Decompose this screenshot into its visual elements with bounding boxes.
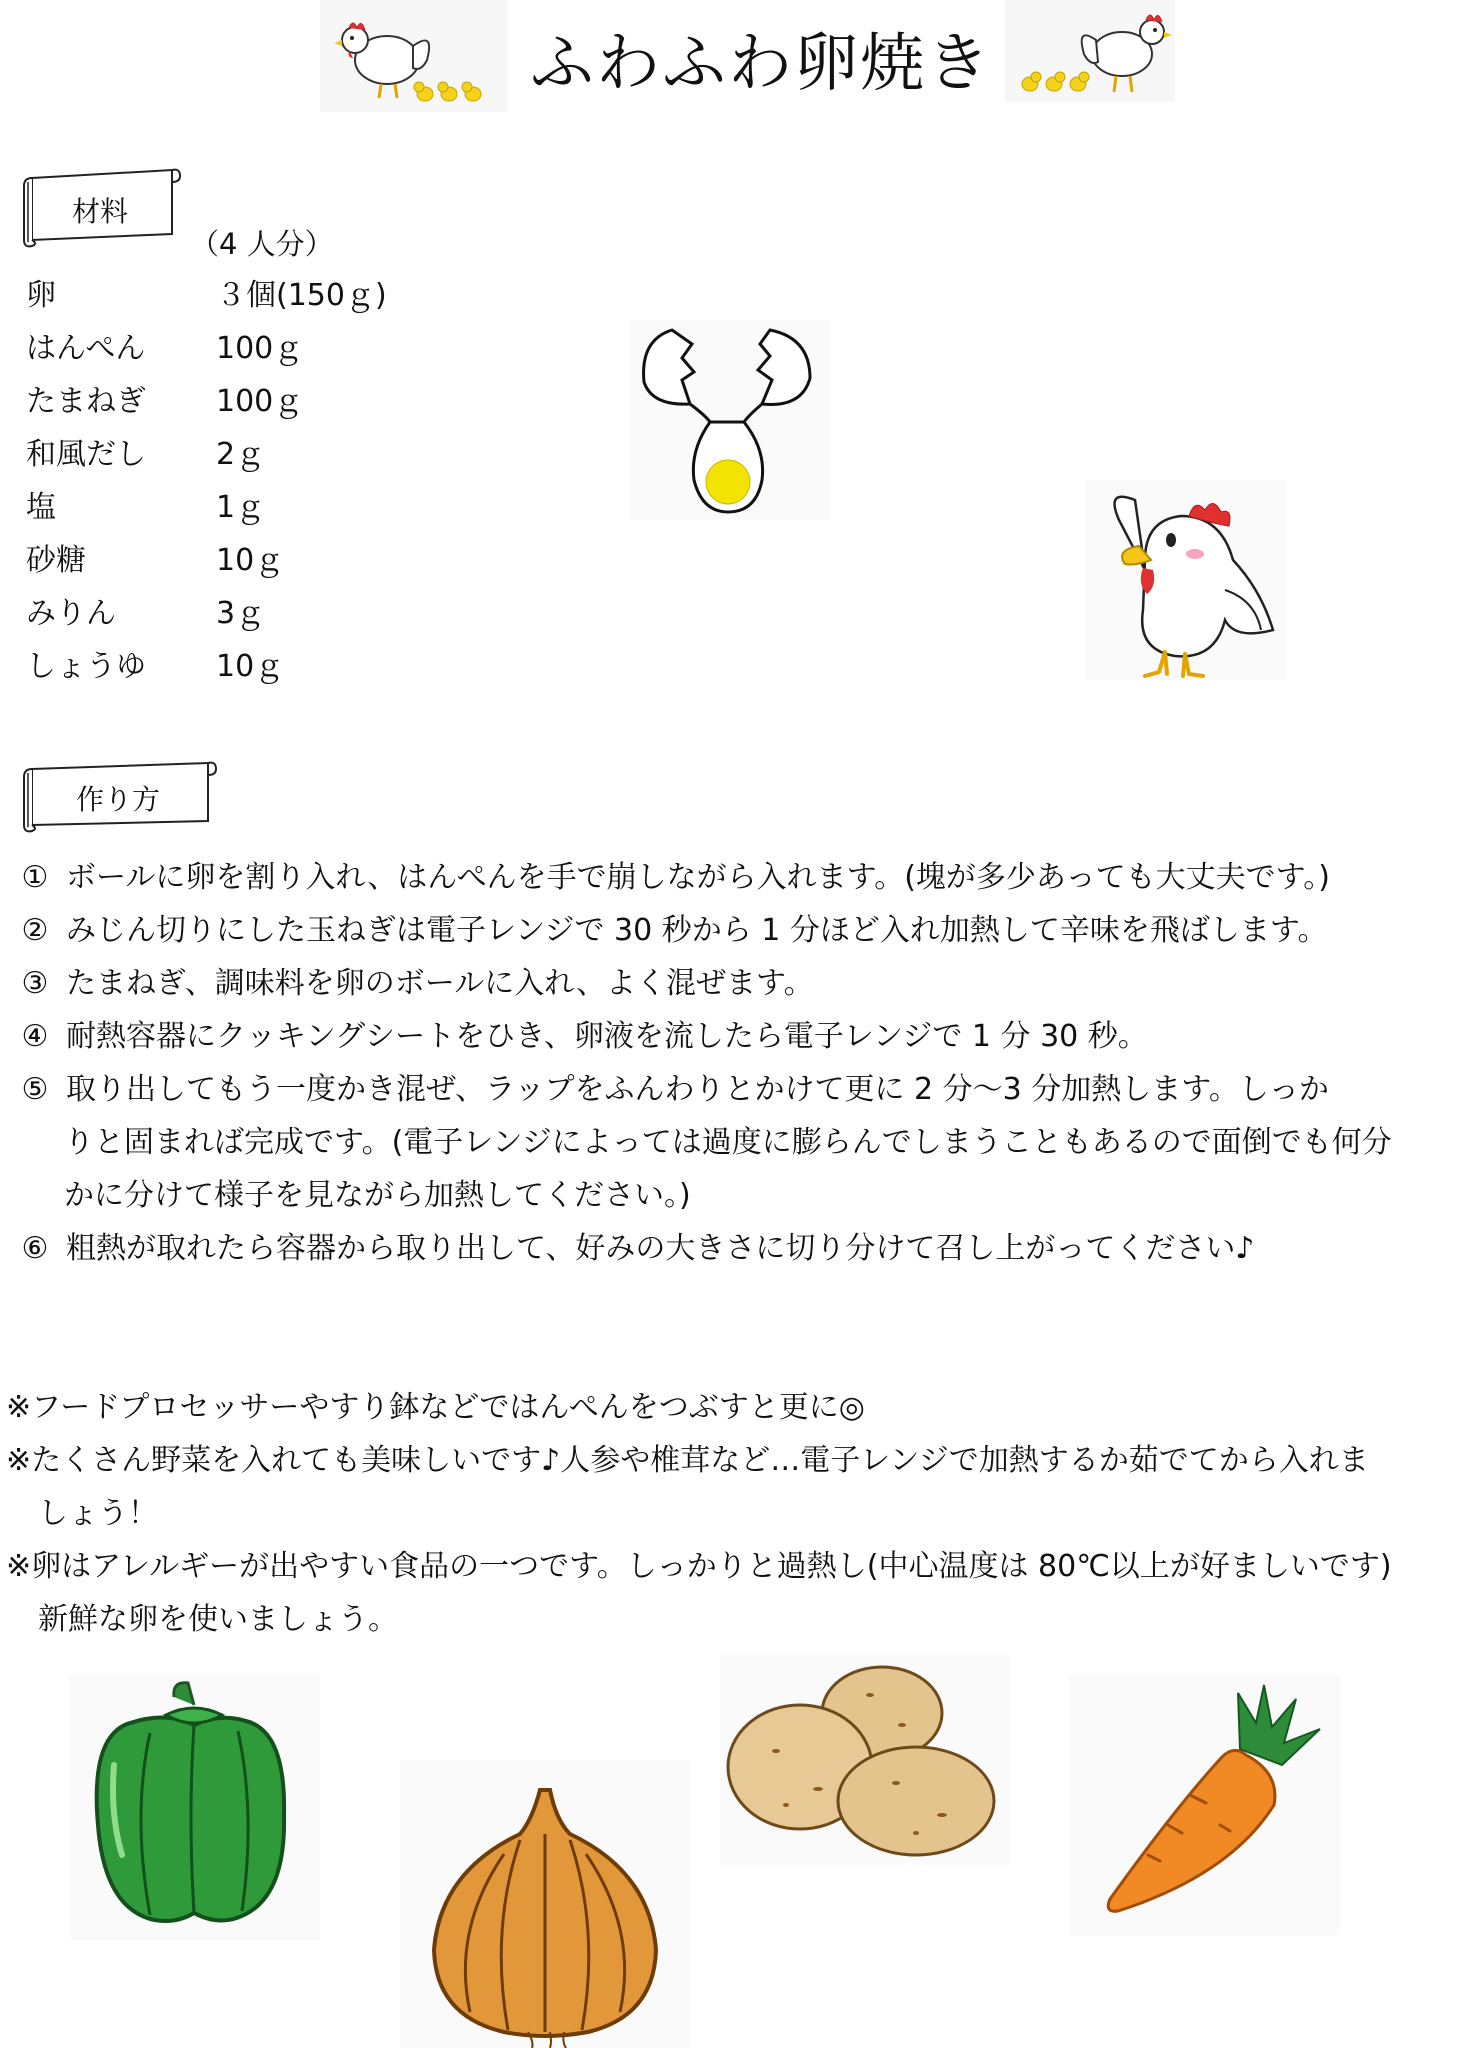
hen-with-chicks-icon xyxy=(325,10,505,110)
step-number: ④ xyxy=(21,1019,49,1054)
ingredient-row xyxy=(26,482,265,526)
step-item xyxy=(10,905,1328,949)
green-pepper-icon xyxy=(70,1675,320,1940)
chicken-icon xyxy=(1085,480,1285,680)
note-item: ※たくさん野菜を入れても美味しいです♪人参や椎茸など…電子レンジで加熱するか茹でてから入れま xyxy=(6,1443,1369,1478)
step-text: 粗熱が取れたら容器から取り出して、好みの大きさに切り分けて召し上がってください♪ xyxy=(66,1231,1255,1266)
step-text-continued: りと固まれば完成です。(電子レンジによっては過度に膨らんでしまうこともあるので面倒でも何分 xyxy=(64,1125,1392,1160)
cracked-egg-icon xyxy=(630,320,830,520)
step-item xyxy=(10,1011,1148,1055)
ingredients-label: 材料 xyxy=(72,195,129,228)
step-item xyxy=(10,1064,1329,1108)
ingredient-name: 砂糖 xyxy=(26,543,86,578)
step-text-continued: かに分けて様子を見ながら加熱してください。) xyxy=(64,1178,691,1213)
carrot-icon xyxy=(1070,1675,1340,1935)
ingredient-amount: 100ｇ xyxy=(216,331,304,366)
ingredient-row xyxy=(26,641,284,685)
ingredient-amount: 3ｇ xyxy=(216,596,266,631)
step-number: ⑥ xyxy=(21,1231,49,1266)
ingredient-name: 和風だし xyxy=(26,437,146,472)
step-item xyxy=(10,1223,1255,1267)
ingredient-row xyxy=(26,323,303,367)
step-text: ボールに卵を割り入れ、はんぺんを手で崩しながら入れます。(塊が多少あっても大丈夫です。) xyxy=(66,860,1330,895)
step-text: 取り出してもう一度かき混ぜ、ラップをふんわりとかけて更に 2 分～3 分加熱します。しっか xyxy=(66,1072,1329,1107)
ingredient-name: しょうゆ xyxy=(26,649,146,684)
ingredient-amount: ３個(150ｇ) xyxy=(216,278,387,313)
hen-body xyxy=(342,27,429,84)
step-item xyxy=(10,958,814,1002)
ingredient-amount: 2ｇ xyxy=(216,437,266,472)
method-label: 作り方 xyxy=(76,783,161,816)
potatoes-icon xyxy=(720,1655,1010,1865)
ingredient-row xyxy=(26,270,387,314)
note-item-continued: しょう！ xyxy=(38,1496,158,1531)
ingredient-name: 卵 xyxy=(26,278,56,313)
step-text: 耐熱容器にクッキングシートをひき、卵液を流したら電子レンジで 1 分 30 秒。 xyxy=(66,1019,1148,1054)
page-title: ふわふわ卵焼き xyxy=(530,27,992,101)
note-item-continued: 新鮮な卵を使いましょう。 xyxy=(38,1602,398,1637)
step-number: ③ xyxy=(21,966,49,1001)
hen-body xyxy=(1082,20,1164,76)
ingredient-row xyxy=(26,535,284,579)
ingredient-name: たまねぎ xyxy=(26,384,146,419)
step-text: たまねぎ、調味料を卵のボールに入れ、よく混ぜます。 xyxy=(66,966,814,1001)
note-item: ※卵はアレルギーが出やすい食品の一つです。しっかりと過熱し(中心温度は 80℃以上が好ましいです) xyxy=(6,1549,1392,1584)
step-number: ② xyxy=(21,913,49,948)
onion-icon xyxy=(400,1760,690,2048)
chick-group xyxy=(1022,72,1089,91)
ingredient-amount: 100ｇ xyxy=(216,384,304,419)
hen-with-chicks-icon xyxy=(1010,8,1180,104)
step-item xyxy=(10,852,1330,896)
ingredient-amount: 1ｇ xyxy=(216,490,266,525)
chick-group xyxy=(414,82,481,101)
servings-text: （4 人分） xyxy=(190,227,334,261)
step-number: ① xyxy=(21,860,49,895)
ingredient-row xyxy=(26,588,265,632)
ingredient-row xyxy=(26,376,303,420)
note-item: ※フードプロセッサーやすり鉢などではんぺんをつぶすと更に◎ xyxy=(6,1390,865,1425)
step-number: ⑤ xyxy=(21,1072,49,1107)
ingredient-row xyxy=(26,429,265,473)
step-text: みじん切りにした玉ねぎは電子レンジで 30 秒から 1 分ほど入れ加熱して辛味を飛ばします。 xyxy=(66,913,1328,948)
ingredient-amount: 10ｇ xyxy=(216,649,285,684)
ingredient-name: 塩 xyxy=(26,490,56,525)
ingredient-name: はんぺん xyxy=(26,331,146,366)
ingredient-name: みりん xyxy=(26,596,116,631)
ingredient-amount: 10ｇ xyxy=(216,543,285,578)
